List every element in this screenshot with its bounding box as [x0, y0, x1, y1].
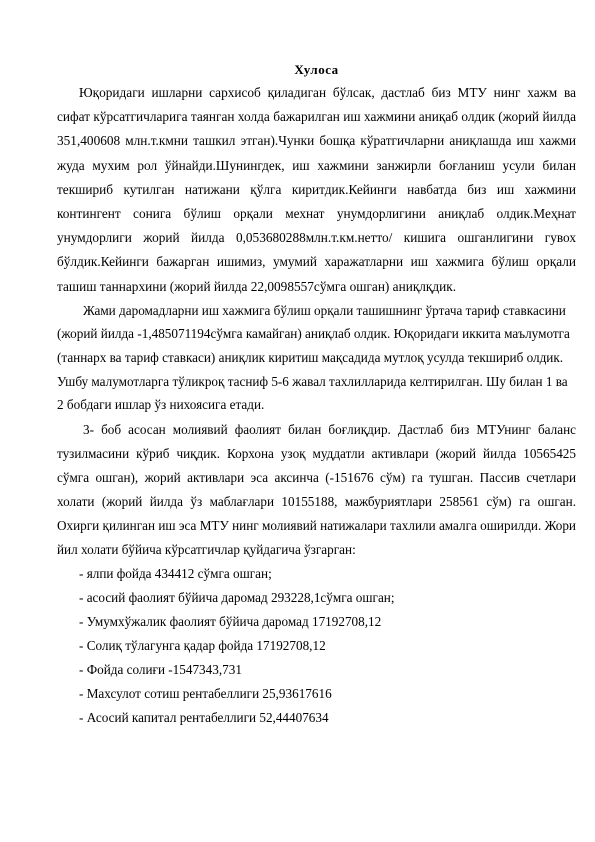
list-item: - Фойда солиғи -1547343,731 [79, 661, 242, 677]
list-item: - Асосий капитал рентабеллиги 52,44407634 [79, 709, 329, 725]
indicator-list [57, 562, 576, 730]
list-item: - Умумхўжалик фаолият бўйича даромад 17192708,12 [79, 613, 382, 629]
list-item: - Махсулот сотиш рентабеллиги 25,93617616 [79, 685, 332, 701]
paragraph-income: Жами даромадларни иш хажмига бўлиш орқали ташишнинг ўртача тариф ставкасини (жорий йилда -1,485071194сўмга камайган) аниқлаб олдик. Юқоридаги иккита маълумотга (таннарх ва тариф ставкаси) аниқлик киритиш мақсадида мутлоқ усулда текшириб олдик. Ушбу малумотларга тўликроқ тасниф 5-6 жавал тахлилларида келтирилган. Шу билан 1 ва 2 бобдаги ишлар ўз нихоясига етади. [57, 302, 570, 413]
list-item: - асосий фаолият бўйича даромад 293228,1сўмга ошган; [79, 589, 395, 605]
list-item: - ялпи фойда 434412 сўмга ошган; [79, 565, 272, 581]
document-body [57, 62, 576, 730]
list-item: - Солиқ тўлагунга қадар фойда 17192708,12 [79, 637, 326, 653]
paragraph-summary: Юқоридаги ишларни сархисоб қиладиган бўлсак, дастлаб биз МТУ нинг хажм ва сифат кўрсатгичларига таянган холда бажарилган иш хажмини аниқаб олдик (жорий йилда 351,400608 млн.т.кмни ташкил этган).Чунки бошқа кўратгичларни аниқлашда иш хажми жуда мухим рол ўйнайди.Шунингдек, иш хажмини занжирли боғланиш усули билан текшириб кутилган натижани қўлга киритдик.Кейинги навбатда биз иш хажмини контингент сонига бўлиш орқали мехнат унумдорлигини аниқлаб олдик.Меҳнат унумдорлиги жорий йилда 0,053680288млн.т.км.нетто/ кишига ошганлигини гувох бўлдик.Кейинги бажарган ишимиз, умумий харажатларни иш хажмига бўлиш орқали ташиш таннархини (жорий йилда 22,0098557сўмга ошган) аниқлқдик. [57, 85, 576, 294]
paragraph-chapter-3: 3- боб асосан молиявий фаолият билан боғлиқдир. Дастлаб биз МТУнинг баланс тузилмасини кўриб чиқдик. Корхона узоқ муддатли активлари (жорий йилда 10565425 сўмга ошган), жорий активлари эса аксинча (-151676 сўм) га тушган. Пассив счетлари холати (жорий йилда ўз маблағлари 10155188, мажбуриятлари 258561 сўм) га ошган. Охирги қилинган иш эса МТУ нинг молиявий натижалари тахлили амалга оширилди. Жори йил холати бўйича кўрсатгичлар қуйдагича ўзгарган: [57, 421, 576, 557]
document-title: Хулоса [294, 62, 339, 77]
